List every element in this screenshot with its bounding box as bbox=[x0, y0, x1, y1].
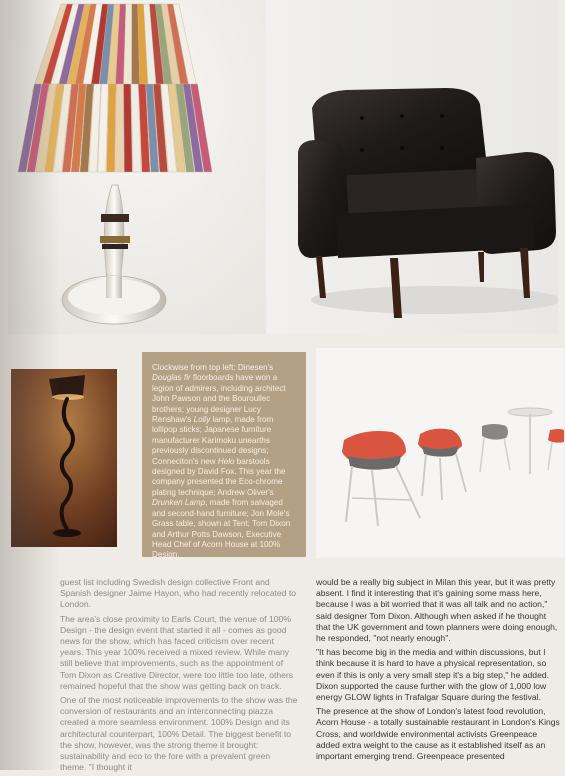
article-paragraph: The presence at the show of London's latest food revolution, Acorn House - a totally sustainable restaurant in London's Kings Cross, and worldwide environmental activists Greenpeace added extra weight to the cause as it established itself as an important emerging trend. Greenpeace presented bbox=[316, 706, 560, 762]
caption-seg-8: , made from salvaged and second-hand furniture; Jon Mole's Grass table, shown at Tent; Tom Dixon and Arthur Potts Dawson, Executive Head Chef of Acorn House at 100% Design. bbox=[152, 498, 291, 560]
article-paragraph: The area's close proximity to Earls Court, the venue of 100% Design - the design event that started it all - comes as good news for the show, which has faced criticism over recent years. This year 100% received a mixed review. While many still believe that improvements, such as the appointment of Tom Dixon as Creative Director, were too little too late, others remained hopeful that the show was getting back on track. bbox=[60, 613, 294, 691]
caption-seg-7: Drunken Lamp bbox=[152, 498, 206, 508]
caption-seg-4: lamp, made from lollipop sticks; Japanese furniture manufacturer Karimoku unearths previously discontinued designs; Conneciton's new bbox=[152, 415, 274, 466]
caption-seg-6: barstools designed by David Fox. This year the company presented the Eco-chrome plating technique; Andrew Oliver's bbox=[152, 456, 286, 497]
article-paragraph: would be a really big subject in Milan this year, but it was pretty absent. I find it interesting that it's gaining some mass here, because I was a bit worried that it was all talk and no action," said designer Tom Dixon. Although when asked if he thought that the UK government and town planners were doing enough, he responded, "not nearly enough". bbox=[316, 577, 558, 644]
lolly-lamp-photo bbox=[8, 0, 266, 334]
armchair-photo bbox=[266, 0, 558, 334]
article-left-column bbox=[60, 577, 298, 776]
caption-seg-0: Clockwise from top left: Dinesen's bbox=[152, 363, 274, 372]
drunken-lamp-photo bbox=[11, 369, 117, 547]
article-paragraph: One of the most noticeable improvements to the show was the conversion of restaurants and an interconnecting piazza created a more seamless environment. 100% Design and its architectural counterpart, 100% Detail. The biggest benefit to the show, however, was the strong theme it brought: sustainability and eco to the fore with a prevalent green theme. "I thought it bbox=[60, 695, 298, 773]
caption-seg-3: Lolly bbox=[193, 415, 211, 425]
caption-seg-2: floorboards have won a legion of admirers, including architect John Pawson and the Bouroullec brothers; young designer Lucy Renshaw's bbox=[152, 373, 286, 425]
article-paragraph: guest list including Swedish design collective Front and Spanish designer Jaime Hayon, who had recently relocated to London. bbox=[60, 577, 296, 610]
caption-seg-1: Douglas fir bbox=[152, 373, 191, 383]
photo-caption bbox=[142, 352, 306, 560]
caption-seg-5: Helo bbox=[217, 456, 235, 466]
article-paragraph: "It has become big in the media and within discussions, but I think because it is hard to have a physical representation, so even if this is only a very small step it's a big step," he added. Dixon supported the cause further with the glow of 1,000 low energy GLOW lights in Trafalgar Square during the festival. bbox=[316, 647, 550, 703]
helo-barstools-photo bbox=[316, 348, 564, 558]
article-right-column bbox=[316, 577, 560, 765]
